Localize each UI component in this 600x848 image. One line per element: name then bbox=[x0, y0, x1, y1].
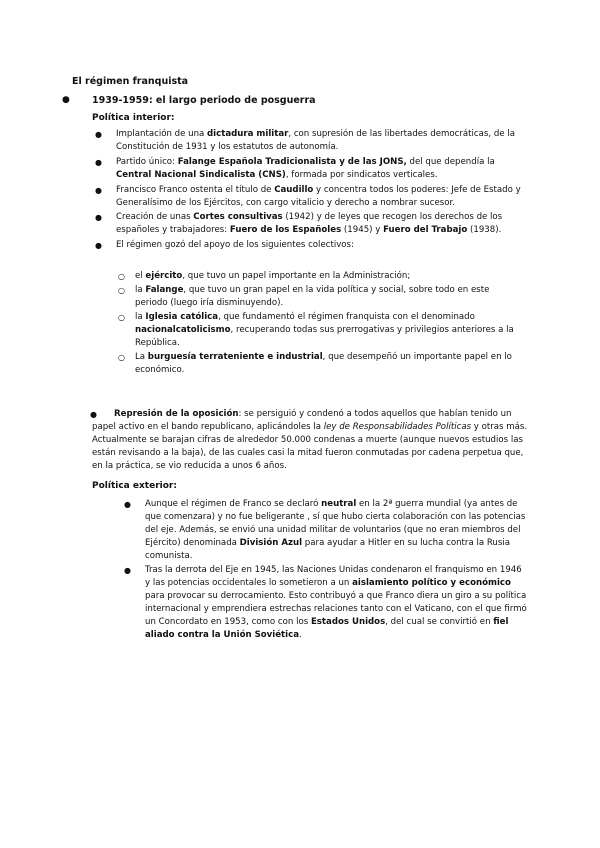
bullet-icon: ● bbox=[95, 186, 102, 195]
bullet-icon: ● bbox=[95, 158, 102, 167]
circle-bullet-icon: ○ bbox=[118, 353, 125, 362]
collective-item-3: ○ la Iglesia católica, que fundamentó el régimen franquista con el denominado nacionalcatolicismo, recuperando todas sus prerrogativas y privilegios anteriores a la República. bbox=[118, 312, 514, 348]
interior-heading: Política interior: bbox=[92, 113, 175, 123]
repression-paragraph: ● Represión de la oposición: se persiguió y condenó a todos aquellos que habían tenido un papel activo en el bando republicano, aplicándoles la ley de Responsabilidades Políticas y otras más. Actualmente se barajan cifras de alrededor 50.000 condenas a muerte (aunque nuevos estudios las están revisando a la baja), de las cuales casi la mitad fueron conmutadas por cadena perpetua que, en la práctica, se vio reducida a unos 6 años. bbox=[90, 409, 528, 471]
bullet-icon: ● bbox=[95, 241, 102, 250]
circle-bullet-icon: ○ bbox=[118, 313, 125, 322]
interior-item-2: ● Partido único: Falange Española Tradicionalista y de las JONS, del que dependía la Central Nacional Sindicalista (CNS), formada por sindicatos verticales. bbox=[95, 157, 495, 180]
collective-item-1: ○ el ejército, que tuvo un papel importante en la Administración; bbox=[118, 271, 411, 281]
bullet-icon: ● bbox=[95, 213, 102, 222]
collective-item-2: ○ la Falange, que tuvo un gran papel en la vida política y social, sobre todo en este periodo (luego iría disminuyendo). bbox=[118, 285, 490, 308]
circle-bullet-icon: ○ bbox=[118, 286, 125, 295]
interior-item-3: ● Francisco Franco ostenta el título de Caudillo y concentra todos los poderes: Jefe de Estado y Generalísimo de los Ejércitos, con cargo vitalicio y derecho a nombrar sucesor. bbox=[95, 185, 521, 208]
circle-bullet-icon: ○ bbox=[118, 272, 125, 281]
interior-item-5: ● El régimen gozó del apoyo de los siguientes colectivos: bbox=[95, 240, 354, 250]
collective-item-4: ○ La burguesía terrateniente e industrial, que desempeñó un importante papel en lo económico. bbox=[118, 352, 512, 375]
exterior-item-1: ● Aunque el régimen de Franco se declaró neutral en la 2ª guerra mundial (ya antes de que comenzara) y no fue beligerante , sí que hubo cierta colaboración con las potencias del eje. Además, se envió una unidad militar de voluntarios (que no eran miembros del Ejército) denominada División Azul para ayudar a Hitler en su lucha contra la Rusia comunista. bbox=[124, 499, 526, 561]
document-title: El régimen franquista bbox=[72, 76, 189, 87]
bullet-icon: ● bbox=[124, 500, 131, 509]
exterior-item-2: ● Tras la derrota del Eje en 1945, las Naciones Unidas condenaron el franquismo en 1946 y las potencias occidentales lo sometieron a un aislamiento político y económico para provocar su derrocamiento. Esto contribuyó a que Franco diera un giro a su política internacional y emprendiera estrechas relaciones tanto con el Vaticano, con el que firmó un Concordato en 1953, como con los Estados Unidos, del cual se convirtió en fiel aliado contra la Unión Soviética. bbox=[124, 565, 527, 640]
interior-item-4: ● Creación de unas Cortes consultivas (1942) y de leyes que recogen los derechos de los españoles y trabajadores: Fuero de los Españoles (1945) y Fuero del Trabajo (1938). bbox=[95, 212, 503, 235]
exterior-heading: Política exterior: bbox=[92, 481, 177, 491]
section-heading: 1939-1959: el largo periodo de posguerra bbox=[92, 95, 316, 106]
bullet-icon: ● bbox=[90, 410, 97, 419]
bullet-icon: ● bbox=[95, 130, 102, 139]
bullet-icon: ● bbox=[124, 566, 131, 575]
section-bullet: ● bbox=[62, 95, 70, 105]
interior-item-1: ● Implantación de una dictadura militar, con supresión de las libertades democráticas, de la Constitución de 1931 y los estatutos de autonomía. bbox=[95, 129, 515, 152]
